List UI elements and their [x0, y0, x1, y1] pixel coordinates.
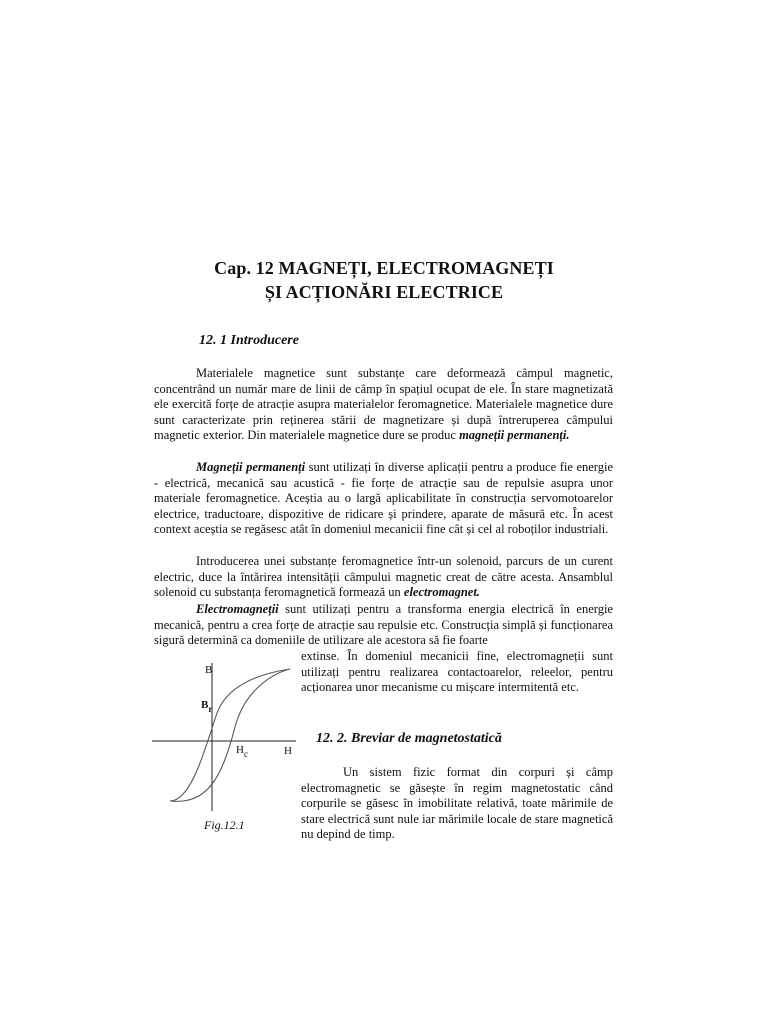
emphasis-electromagneti-lead: Electromagneții — [196, 602, 279, 616]
chapter-title-line-2: ȘI ACȚIONĂRI ELECTRICE — [264, 282, 504, 302]
section-heading-introducere: 12. 1 Introducere — [199, 333, 299, 348]
hysteresis-upper-branch — [170, 669, 290, 801]
hysteresis-loop-diagram — [146, 655, 306, 815]
paragraph-sistem-fizic — [301, 765, 613, 843]
paragraph-electromagneti-continued: extinse. În domeniul mecanicii fine, electromagneții sunt utilizați pentru realizarea contactoarelor, releelor, pentru acționarea unor mecanisme cu mișcare intermitentă etc. — [301, 649, 613, 695]
label-hc: $H_c$ — [236, 744, 248, 759]
paragraph-magneti-permanenti — [154, 460, 613, 538]
emphasis-magneti-permanenti-lead: Magneții permanenți — [196, 460, 306, 474]
emphasis-electromagnet: electromagnet. — [403, 585, 480, 600]
figure-caption: Fig.12.1 — [204, 818, 245, 832]
hysteresis-lower-branch — [170, 669, 290, 801]
paragraph-electromagneti — [154, 602, 613, 649]
paragraph-materiale-magnetice — [154, 366, 613, 444]
hysteresis-figure — [146, 655, 306, 815]
paragraph-text: Introducerea unei substanțe feromagnetice într-un solenoid, parcurs de un curent electric, duce la întărirea intensității câmpului magnetic creat de către acesta. Ansamblul solenoid cu substanța feromagnetică formează un — [154, 554, 613, 600]
paragraph-text: Un sistem fizic format din corpuri și câmp electromagnetic se găsește în regim magnetostatic când corpurile se găsesc în imobilitate relativă, toate mărimile de stare electrică sunt nule iar mărimile locale de stare magnetică nu depind de timp. — [301, 765, 613, 842]
label-br: $B_r$ — [201, 699, 213, 714]
chapter-title-line-1: Cap. 12 MAGNEȚI, ELECTROMAGNEȚI — [214, 258, 554, 278]
axis-label-h: H — [284, 745, 292, 757]
paragraph-text: sunt utilizați pentru a transforma energia electrică în energie mecanică, pentru a crea forțe de atracție sau repulsie etc. Construcția simplă și funcționarea sigură determină ca domeniile de utilizare ale acestora să fie foarte — [154, 602, 613, 648]
section-heading-breviar: 12. 2. Breviar de magnetostatică — [316, 731, 502, 746]
axis-label-b: B — [205, 664, 213, 676]
paragraph-text: Materialele magnetice sunt substanțe care deformează câmpul magnetic, concentrând un număr mare de linii de câmp în spațiul ocupat de ele. În stare magnetizată ele exercită forțe de atracție asupra materialelor feromagnetice. Materialele magnetice dure sunt caracterizate prin reținerea stării de magnetizare și după întreruperea câmpului magnetic exterior. Din materialele magnetice dure se produc — [154, 366, 613, 443]
paragraph-solenoid — [154, 554, 613, 601]
emphasis-magneti-permanenti: magneții permanenți. — [459, 428, 570, 443]
paragraph-text: sunt utilizați în diverse aplicații pentru a produce fie energie - electrică, mecanică sau acustică - fie forțe de atracție sau de repulsie asupra unor materiale feromagnetice. Aceștia au o largă aplicabilitate în construcția servomotoarelor electrice, traductoare, dispozitive de ridicare și prindere, aparate de măsură etc. În acest context aceștia se regăsesc atât în domeniul mecanicii fine cât și cel al roboților industriali. — [154, 460, 613, 537]
